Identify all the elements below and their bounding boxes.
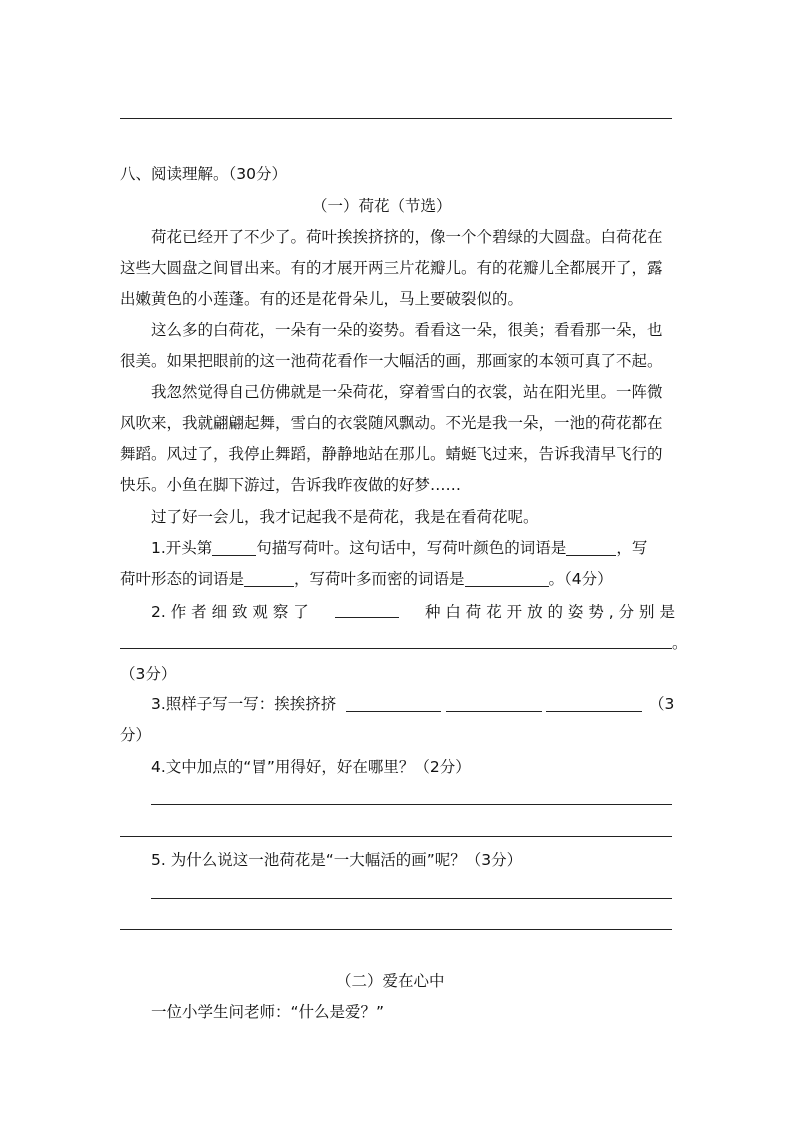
- q1-text-f: 。（4分）: [548, 570, 613, 588]
- q1-text-b: 句描写荷叶。这句话中，写荷叶颜色的词语是: [256, 539, 567, 557]
- q1-text-d: 荷叶形态的词语是: [120, 570, 245, 588]
- passage1-line: 很美。如果把眼前的这一池荷花看作一大幅活的画，那画家的本领可真了不起。: [120, 352, 663, 370]
- q3-blank-2[interactable]: [446, 711, 542, 712]
- passage1-line: 出嫩黄色的小莲蓬。有的还是花骨朵儿，马上要破裂似的。: [120, 290, 524, 308]
- q5-answer-line-2[interactable]: [120, 929, 672, 930]
- q4-answer-line-2[interactable]: [120, 836, 672, 837]
- question-2-line-1: [151, 601, 675, 623]
- q3-score-a: （3: [649, 695, 675, 713]
- q5-answer-line-1[interactable]: [151, 898, 672, 899]
- question-1-line-2: [120, 568, 613, 590]
- q2-blank-count[interactable]: [335, 601, 399, 618]
- q2-end-mark: 。: [672, 634, 688, 652]
- q3-blank-3[interactable]: [546, 711, 642, 712]
- question-1-line-1: [151, 537, 647, 559]
- q1-blank-dense[interactable]: [465, 570, 549, 587]
- q1-blank-shape[interactable]: [244, 570, 294, 587]
- passage2-title: （二）爱在心中: [336, 972, 445, 990]
- q1-blank-color[interactable]: [566, 539, 616, 556]
- section-heading: 八、阅读理解。（30分）: [120, 165, 287, 183]
- q1-blank-sentence[interactable]: [212, 539, 256, 556]
- passage1-line: 这些大圆盘之间冒出来。有的才展开两三片花瓣儿。有的花瓣儿全都展开了，露: [120, 259, 663, 277]
- q1-text-c: ，写: [616, 539, 648, 557]
- passage1-line: 这么多的白荷花，一朵有一朵的姿势。看看这一朵，很美；看看那一朵，也: [151, 321, 663, 339]
- q4-answer-line-1[interactable]: [151, 804, 672, 805]
- question-5: 5. 为什么说这一池荷花是“一大幅活的画”呢？（3分）: [151, 851, 523, 869]
- q3-text: 3.照样子写一写：挨挨挤挤: [151, 695, 337, 713]
- q2-answer-line[interactable]: [120, 648, 672, 649]
- q3-score-b: 分）: [120, 726, 152, 744]
- passage1-title: （一）荷花（节选）: [312, 197, 452, 215]
- q2-text-a: 2. 作 者 细 致 观 察 了: [151, 603, 309, 621]
- q1-text-e: ，写荷叶多而密的词语是: [294, 570, 465, 588]
- question-4: 4.文中加点的“冒”用得好，好在哪里？（2分）: [151, 758, 471, 776]
- passage1-line: 我忽然觉得自己仿佛就是一朵荷花，穿着雪白的衣裳，站在阳光里。一阵微: [151, 383, 663, 401]
- q2-score: （3分）: [120, 665, 177, 683]
- passage2-line: 一位小学生问老师：“什么是爱？”: [151, 1003, 385, 1021]
- passage1-line: 快乐。小鱼在脚下游过，告诉我昨夜做的好梦……: [120, 476, 462, 494]
- q3-blank-1[interactable]: [346, 711, 441, 712]
- question-3-line-1: [151, 693, 336, 715]
- q1-text-a: 1.开头第: [151, 539, 213, 557]
- passage1-line: 过了好一会儿，我才记起我不是荷花，我是在看荷花呢。: [151, 508, 539, 526]
- passage1-line: 荷花已经开了不少了。荷叶挨挨挤挤的，像一个个碧绿的大圆盘。白荷花在: [151, 228, 663, 246]
- passage1-line: 舞蹈。风过了，我停止舞蹈，静静地站在那儿。蜻蜓飞过来，告诉我清早飞行的: [120, 445, 663, 463]
- q2-text-b: 种 白 荷 花 开 放 的 姿 势 , 分 别 是: [424, 603, 675, 621]
- passage1-line: 风吹来，我就翩翩起舞，雪白的衣裳随风飘动。不光是我一朵，一池的荷花都在: [120, 414, 663, 432]
- top-rule: [120, 118, 672, 119]
